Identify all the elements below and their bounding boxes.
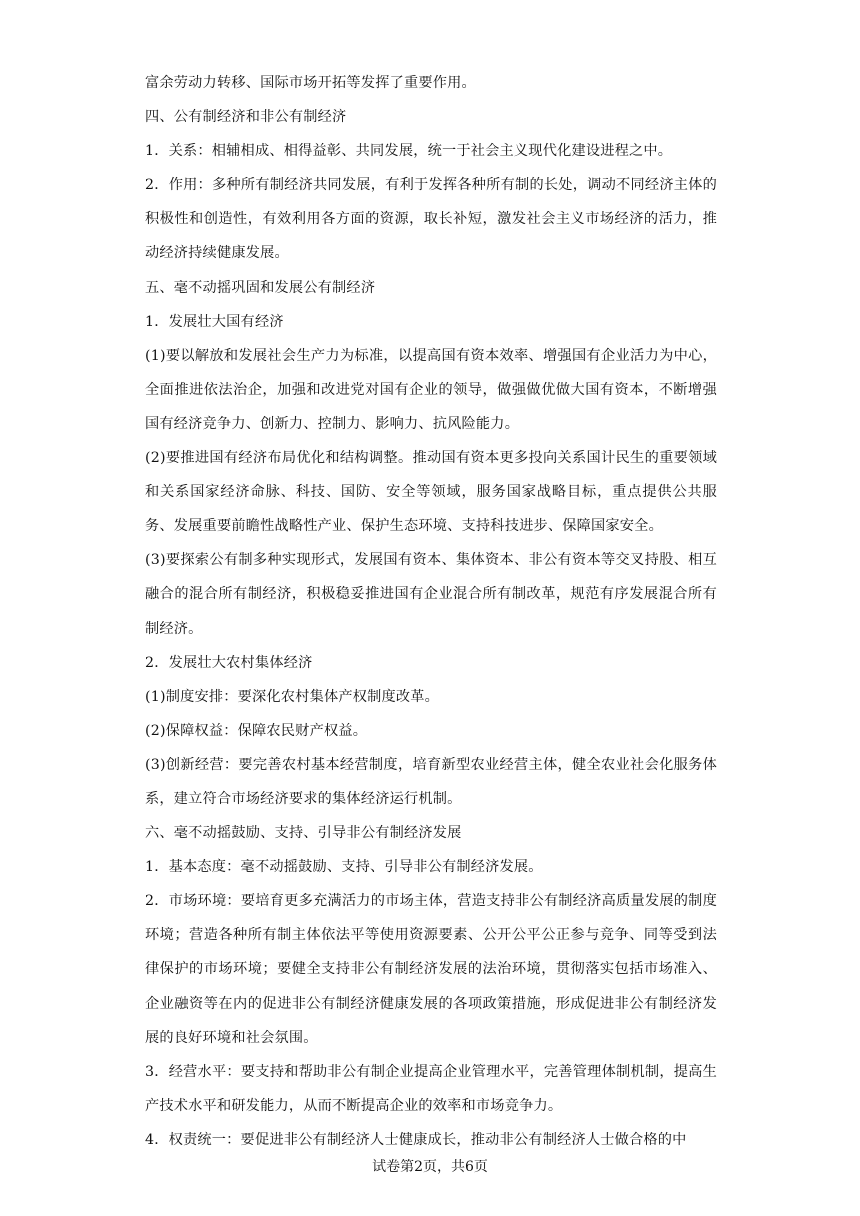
subheading-state-economy: 1．发展壮大国有经济 — [145, 313, 284, 330]
paragraph-market-environment: 2．市场环境：要培育更多充满活力的市场主体，营造支持非公有制经济高质量发展的制度环境；营造各种所有制主体依法平等使用资源要素、公开公平公正参与竞争、同等受到法律保护的市场环境；要健全支持非公有制经济发展的法治环境，贯彻落实包括市场准入、企业融资等在内的促进非公有制经济健康发展的各项政策措施，形成促进非公有制经济发展的良好环境和社会氛围。 — [145, 893, 717, 1046]
paragraph-state-economy-1: (1)要以解放和发展社会生产力为标准，以提高国有资本效率、增强国有企业活力为中心，全面推进依法治企，加强和改进党对国有企业的领导，做强做优做大国有资本，不断增强国有经济竞争力、创新力、控制力、影响力、抗风险能力。 — [145, 347, 717, 432]
page-footer: 试卷第2页，共6页 — [372, 1159, 488, 1175]
paragraph-rural-3: (3)创新经营：要完善农村基本经营制度，培育新型农业经营主体，健全农业社会化服务体系，建立符合市场经济要求的集体经济运行机制。 — [145, 756, 717, 807]
paragraph-management-level: 3．经营水平：要支持和帮助非公有制企业提高企业管理水平，完善管理体制机制，提高生产技术水平和研发能力，从而不断提高企业的效率和市场竞争力。 — [145, 1063, 717, 1114]
section-heading-6: 六、毫不动摇鼓励、支持、引导非公有制经济发展 — [145, 825, 462, 842]
paragraph-rights-responsibilities: 4．权责统一：要促进非公有制经济人士健康成长，推动非公有制经济人士做合格的中 — [145, 1131, 687, 1148]
paragraph-continuation: 富余劳动力转移、国际市场开拓等发挥了重要作用。 — [145, 75, 476, 91]
section-heading-5: 五、毫不动摇巩固和发展公有制经济 — [145, 279, 376, 296]
subheading-rural-collective: 2．发展壮大农村集体经济 — [145, 654, 313, 671]
paragraph-function: 2．作用：多种所有制经济共同发展，有利于发挥各种所有制的长处，调动不同经济主体的积极性和创造性，有效利用各方面的资源，取长补短，激发社会主义市场经济的活力，推动经济持续健康发展。 — [145, 177, 717, 262]
paragraph-rural-2: (2)保障权益：保障农民财产权益。 — [145, 722, 368, 739]
paragraph-state-economy-2: (2)要推进国有经济布局优化和结构调整。推动国有资本更多投向关系国计民生的重要领域和关系国家经济命脉、科技、国防、安全等领域，服务国家战略目标，重点提供公共服务、发展重要前瞻性战略性产业、保护生态环境、支持科技进步、保障国家安全。 — [145, 450, 717, 535]
paragraph-basic-attitude: 1．基本态度：毫不动摇鼓励、支持、引导非公有制经济发展。 — [145, 859, 543, 876]
document-body — [145, 66, 717, 1157]
paragraph-rural-1: (1)制度安排：要深化农村集体产权制度改革。 — [145, 688, 440, 705]
paragraph-relationship: 1．关系：相辅相成、相得益彰、共同发展，统一于社会主义现代化建设进程之中。 — [145, 143, 673, 160]
section-heading-4: 四、公有制经济和非公有制经济 — [145, 109, 347, 126]
paragraph-state-economy-3: (3)要探索公有制多种实现形式，发展国有资本、集体资本、非公有资本等交叉持股、相互融合的混合所有制经济，积极稳妥推进国有企业混合所有制改革，规范有序发展混合所有制经济。 — [145, 552, 717, 637]
